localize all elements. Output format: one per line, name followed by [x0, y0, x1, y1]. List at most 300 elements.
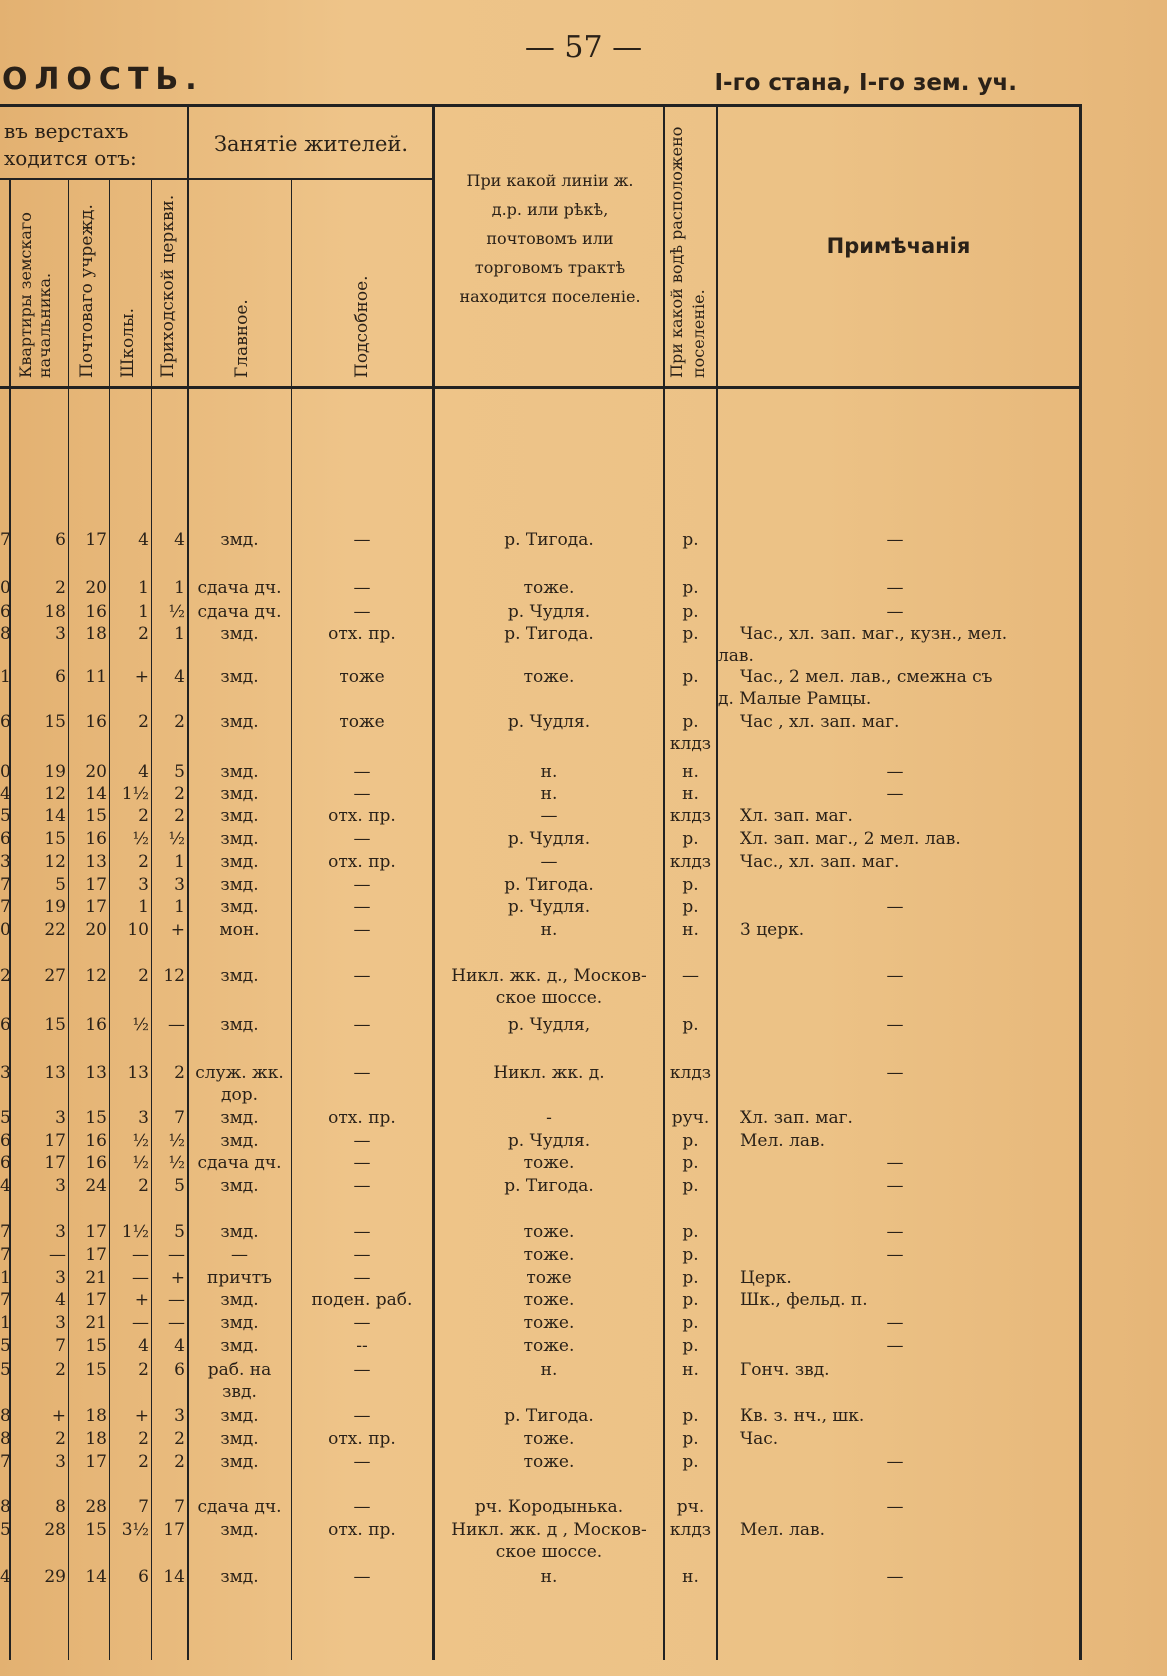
- cell-b: 3: [55, 624, 66, 644]
- cell-b: +: [51, 1406, 66, 1426]
- cell-e: 2: [174, 1452, 185, 1472]
- cell-b: 12: [44, 852, 66, 872]
- cell-i: р.: [682, 1176, 699, 1196]
- cell-i: р.: [682, 667, 699, 687]
- cell-d: 2: [138, 852, 149, 872]
- cell-e: 5: [174, 762, 185, 782]
- cell-c: 16: [85, 602, 107, 622]
- cell-f: змд.: [220, 806, 259, 826]
- cell-i: р.: [682, 1313, 699, 1333]
- cell-c: 20: [85, 920, 107, 940]
- cell-g: —: [353, 784, 371, 804]
- cell-g: —: [353, 1313, 371, 1333]
- cell-i: р.: [682, 1131, 699, 1151]
- page-number: — 57 —: [524, 30, 643, 65]
- cell-e: 2: [174, 784, 185, 804]
- cell-e: —: [168, 1015, 185, 1035]
- cell-a: 6: [0, 712, 11, 732]
- cell-f: змд.: [220, 1429, 259, 1449]
- cell-g: —: [353, 1245, 371, 1265]
- school-header: Школы.: [118, 308, 138, 378]
- distance-group-rule: [0, 178, 187, 180]
- cell-c: 21: [85, 1268, 107, 1288]
- cell-e: 2: [174, 712, 185, 732]
- cell-c: 15: [85, 1336, 107, 1356]
- cell-g: —: [353, 829, 371, 849]
- cell-f: змд.: [220, 1452, 259, 1472]
- cell-i: р.: [682, 1268, 699, 1288]
- cell-f: змд.: [220, 1336, 259, 1356]
- cell-b: 2: [55, 578, 66, 598]
- cell-a: 7: [0, 1245, 11, 1265]
- cell-j: 3 церк.: [740, 920, 805, 940]
- cell-j: Час.: [740, 1429, 779, 1449]
- cell-d: 2: [138, 806, 149, 826]
- cell-j: —: [886, 1336, 904, 1356]
- cell-b: —: [49, 1245, 66, 1265]
- cell-d: 10: [127, 920, 149, 940]
- cell-c: 15: [85, 1360, 107, 1380]
- cell-h: тоже.: [523, 1452, 575, 1472]
- cell-b: 15: [44, 1015, 66, 1035]
- cell-f: змд.: [220, 1567, 259, 1587]
- cell-c: 17: [85, 1290, 107, 1310]
- cell-h: тоже.: [523, 1222, 575, 1242]
- cell-j-cont: д. Малые Рамцы.: [718, 689, 872, 709]
- cell-g: —: [353, 1268, 371, 1288]
- cell-b: 6: [55, 667, 66, 687]
- cell-a: 1: [0, 667, 11, 687]
- cell-b: 13: [44, 1063, 66, 1083]
- cell-d: 1: [138, 578, 149, 598]
- cell-d: ½: [132, 1015, 149, 1035]
- cell-d: 2: [138, 966, 149, 986]
- cell-b: 18: [44, 602, 66, 622]
- cell-i: р.: [682, 712, 699, 732]
- cell-j: Церк.: [740, 1268, 792, 1288]
- cell-c: 24: [85, 1176, 107, 1196]
- cell-f: змд.: [220, 667, 259, 687]
- water-header: При какой водѣ расположено поселеніе.: [667, 126, 708, 378]
- cell-e: 1: [174, 897, 185, 917]
- cell-g: —: [353, 1406, 371, 1426]
- cell-d: ½: [132, 1131, 149, 1151]
- aux-header: Подсобное.: [352, 275, 372, 378]
- cell-j: —: [886, 578, 904, 598]
- cell-d: 3½: [121, 1520, 149, 1540]
- cell-d: 2: [138, 1452, 149, 1472]
- cell-i-cont: клдз: [669, 734, 712, 754]
- cell-b: 27: [44, 966, 66, 986]
- cell-b: 14: [44, 806, 66, 826]
- cell-i: р.: [682, 530, 699, 550]
- cell-c: 18: [85, 624, 107, 644]
- cell-j: Хл. зап. маг.: [740, 1108, 853, 1128]
- cell-i: р.: [682, 1406, 699, 1426]
- cell-a: 7: [0, 530, 11, 550]
- cell-g: —: [353, 966, 371, 986]
- cell-c: 16: [85, 1153, 107, 1173]
- cell-h: Никл. жк. д., Москов-: [451, 966, 647, 986]
- cell-i: р.: [682, 578, 699, 598]
- cell-i: р.: [682, 624, 699, 644]
- cell-h: р. Чудля.: [507, 1131, 591, 1151]
- cell-g: —: [353, 762, 371, 782]
- cell-b: 4: [55, 1290, 66, 1310]
- cell-i: н.: [682, 920, 699, 940]
- cell-g: —: [353, 1222, 371, 1242]
- cell-i: р.: [682, 1222, 699, 1242]
- cell-c: 13: [85, 852, 107, 872]
- cell-f: змд.: [220, 762, 259, 782]
- cell-d: 7: [138, 1497, 149, 1517]
- cell-d: 13: [127, 1063, 149, 1083]
- cell-c: 14: [85, 1567, 107, 1587]
- cell-b: 3: [55, 1268, 66, 1288]
- cell-i: рч.: [676, 1497, 705, 1517]
- zemsky-header: Квартиры земскаго начальника.: [16, 212, 54, 378]
- cell-h: н.: [540, 784, 558, 804]
- cell-a: 7: [0, 1290, 11, 1310]
- cell-d: 1: [138, 897, 149, 917]
- cell-c: 14: [85, 784, 107, 804]
- cell-h: тоже.: [523, 1245, 575, 1265]
- cell-b: 29: [44, 1567, 66, 1587]
- cell-e: 7: [174, 1497, 185, 1517]
- cell-c: 12: [85, 966, 107, 986]
- cell-j: Час , хл. зап. маг.: [740, 712, 900, 732]
- cell-e: +: [170, 1268, 185, 1288]
- cell-a: 6: [0, 829, 11, 849]
- cell-b: 17: [44, 1131, 66, 1151]
- cell-h: р. Чудля,: [507, 1015, 591, 1035]
- top-rule: [0, 104, 1082, 107]
- cell-h: р. Чудля.: [507, 829, 591, 849]
- cell-b: 7: [55, 1336, 66, 1356]
- church-header: Приходской церкви.: [158, 194, 178, 378]
- cell-b: 3: [55, 1176, 66, 1196]
- cell-b: 5: [55, 875, 66, 895]
- line-header: При какой линіи ж. д.р. или рѣкѣ, почтовомъ или торговомъ трактѣ находится поселеніе.: [459, 171, 641, 306]
- cell-b: 3: [55, 1313, 66, 1333]
- cell-c: 28: [85, 1497, 107, 1517]
- cell-f: змд.: [220, 1313, 259, 1333]
- cell-f: змд.: [220, 852, 259, 872]
- cell-b: 2: [55, 1360, 66, 1380]
- cell-d: 1: [138, 602, 149, 622]
- cell-e: 7: [174, 1108, 185, 1128]
- cell-j-cont: лав.: [718, 646, 754, 666]
- cell-g: —: [353, 1360, 371, 1380]
- cell-d: 1½: [121, 784, 149, 804]
- notes-header: Примѣчанія: [826, 234, 971, 258]
- cell-e: 3: [174, 1406, 185, 1426]
- cell-a: 6: [0, 1153, 11, 1173]
- cell-a: 7: [0, 1452, 11, 1472]
- cell-g: тоже: [339, 712, 385, 732]
- cell-g: отх. пр.: [328, 624, 396, 644]
- cell-c: 20: [85, 578, 107, 598]
- cell-i: клдз: [669, 806, 712, 826]
- cell-i: н.: [682, 784, 699, 804]
- cell-b: 3: [55, 1108, 66, 1128]
- cell-h: тоже.: [523, 1429, 575, 1449]
- cell-h: —: [540, 852, 558, 872]
- cell-h: тоже.: [523, 667, 575, 687]
- cell-j: —: [886, 1567, 904, 1587]
- cell-a: 3: [0, 852, 11, 872]
- cell-i: р.: [682, 897, 699, 917]
- cell-e: —: [168, 1313, 185, 1333]
- cell-f: змд.: [220, 966, 259, 986]
- cell-j: Хл. зап. маг., 2 мел. лав.: [740, 829, 961, 849]
- cell-e: ½: [168, 829, 185, 849]
- cell-e: ½: [168, 1153, 185, 1173]
- cell-f: змд.: [220, 829, 259, 849]
- cell-c: 17: [85, 1245, 107, 1265]
- cell-d: 2: [138, 712, 149, 732]
- cell-a: 1: [0, 1268, 11, 1288]
- cell-e: 14: [163, 1567, 185, 1587]
- cell-j: Гонч. звд.: [740, 1360, 830, 1380]
- cell-i: клдз: [669, 1520, 712, 1540]
- cell-d: 1½: [121, 1222, 149, 1242]
- cell-j: Шк., фельд. п.: [740, 1290, 868, 1310]
- cell-d: ½: [132, 1153, 149, 1173]
- cell-a: 4: [0, 1567, 11, 1587]
- cell-c: 15: [85, 1108, 107, 1128]
- cell-g: —: [353, 920, 371, 940]
- cell-b: 2: [55, 1429, 66, 1449]
- cell-h-cont: ское шоссе.: [495, 1542, 603, 1562]
- cell-h-cont: ское шоссе.: [495, 988, 603, 1008]
- cell-j: —: [886, 602, 904, 622]
- cell-g: —: [353, 1015, 371, 1035]
- cell-g: —: [353, 1567, 371, 1587]
- cell-f: змд.: [220, 1176, 259, 1196]
- cell-j: —: [886, 966, 904, 986]
- cell-c: 16: [85, 712, 107, 732]
- cell-b: 28: [44, 1520, 66, 1540]
- cell-g: —: [353, 578, 371, 598]
- cell-j: —: [886, 1015, 904, 1035]
- cell-a: 7: [0, 1222, 11, 1242]
- cell-i: р.: [682, 1153, 699, 1173]
- cell-a: 2: [0, 966, 11, 986]
- cell-c: 17: [85, 875, 107, 895]
- cell-f: змд.: [220, 1015, 259, 1035]
- cell-h: н.: [540, 1567, 558, 1587]
- cell-h: н.: [540, 762, 558, 782]
- cell-f: сдача дч.: [197, 1497, 282, 1517]
- cell-f: змд.: [220, 897, 259, 917]
- cell-d: ½: [132, 829, 149, 849]
- cell-a: 0: [0, 762, 11, 782]
- cell-i: р.: [682, 1336, 699, 1356]
- cell-h: р. Тигода.: [504, 624, 594, 644]
- cell-j: Мел. лав.: [740, 1520, 825, 1540]
- cell-g: —: [353, 1063, 371, 1083]
- cell-d: 2: [138, 1176, 149, 1196]
- cell-g: —: [353, 530, 371, 550]
- cell-i: клдз: [669, 852, 712, 872]
- cell-e: 4: [174, 667, 185, 687]
- cell-f: сдача дч.: [197, 578, 282, 598]
- section-title: ОЛОСТЬ.: [2, 62, 204, 97]
- cell-h: -: [546, 1108, 552, 1128]
- cell-h: р. Тигода.: [504, 1176, 594, 1196]
- cell-f: змд.: [220, 875, 259, 895]
- cell-b: 12: [44, 784, 66, 804]
- cell-e: 5: [174, 1222, 185, 1242]
- cell-f: змд.: [220, 1520, 259, 1540]
- cell-c: 21: [85, 1313, 107, 1333]
- cell-f: змд.: [220, 530, 259, 550]
- cell-f: раб. на: [207, 1360, 272, 1380]
- cell-a: 8: [0, 624, 11, 644]
- cell-a: 8: [0, 1497, 11, 1517]
- cell-b: 22: [44, 920, 66, 940]
- cell-h: р. Тигода.: [504, 530, 594, 550]
- cell-i: н.: [682, 1567, 699, 1587]
- cell-e: ½: [168, 602, 185, 622]
- cell-f: змд.: [220, 784, 259, 804]
- cell-j: Кв. з. нч., шк.: [740, 1406, 865, 1426]
- cell-i: —: [682, 966, 699, 986]
- cell-h: тоже.: [523, 1290, 575, 1310]
- cell-c: 16: [85, 1131, 107, 1151]
- cell-d: —: [132, 1268, 149, 1288]
- cell-d: +: [134, 1406, 149, 1426]
- cell-g: —: [353, 875, 371, 895]
- cell-f: служ. жк.: [195, 1063, 284, 1083]
- cell-d: +: [134, 667, 149, 687]
- cell-a: 5: [0, 1108, 11, 1128]
- cell-c: 17: [85, 897, 107, 917]
- cell-a: 0: [0, 578, 11, 598]
- cell-h: н.: [540, 1360, 558, 1380]
- cell-h: р. Тигода.: [504, 1406, 594, 1426]
- cell-c: 16: [85, 829, 107, 849]
- cell-d: 3: [138, 875, 149, 895]
- cell-f: змд.: [220, 712, 259, 732]
- occupation-header: Занятіе жителей.: [213, 132, 409, 156]
- cell-e: 4: [174, 530, 185, 550]
- distance-group-header: въ верстахъ ходится отъ:: [4, 119, 137, 170]
- cell-a: 7: [0, 875, 11, 895]
- cell-g: —: [353, 602, 371, 622]
- cell-j: —: [886, 1497, 904, 1517]
- cell-d: 2: [138, 1429, 149, 1449]
- cell-f: мон.: [219, 920, 260, 940]
- cell-j: —: [886, 1222, 904, 1242]
- cell-d: 3: [138, 1108, 149, 1128]
- cell-c: 18: [85, 1406, 107, 1426]
- cell-c: 17: [85, 1222, 107, 1242]
- cell-e: 1: [174, 624, 185, 644]
- header-bottom-rule: [0, 386, 1082, 389]
- cell-g: —: [353, 1497, 371, 1517]
- cell-e: 6: [174, 1360, 185, 1380]
- cell-h: тоже.: [523, 1313, 575, 1333]
- cell-i: р.: [682, 829, 699, 849]
- cell-j: Час., хл. зап. маг.: [740, 852, 900, 872]
- cell-h: р. Чудля.: [507, 712, 591, 732]
- cell-f: сдача дч.: [197, 602, 282, 622]
- cell-d: +: [134, 1290, 149, 1310]
- cell-d: 4: [138, 1336, 149, 1356]
- cell-e: 2: [174, 1063, 185, 1083]
- cell-g: —: [353, 1176, 371, 1196]
- cell-j: —: [886, 897, 904, 917]
- cell-d: —: [132, 1245, 149, 1265]
- cell-j: Хл. зап. маг.: [740, 806, 853, 826]
- cell-b: 15: [44, 712, 66, 732]
- cell-h: н.: [540, 920, 558, 940]
- cell-e: 12: [163, 966, 185, 986]
- cell-b: 3: [55, 1452, 66, 1472]
- cell-d: —: [132, 1313, 149, 1333]
- cell-i: клдз: [669, 1063, 712, 1083]
- cell-f-cont: звд.: [222, 1382, 257, 1402]
- cell-e: 1: [174, 852, 185, 872]
- cell-i: н.: [682, 762, 699, 782]
- cell-a: 5: [0, 1360, 11, 1380]
- cell-h: —: [540, 806, 558, 826]
- cell-g: отх. пр.: [328, 852, 396, 872]
- cell-b: 6: [55, 530, 66, 550]
- cell-i: р.: [682, 1452, 699, 1472]
- cell-g: отх. пр.: [328, 1520, 396, 1540]
- cell-c: 13: [85, 1063, 107, 1083]
- cell-i: р.: [682, 1290, 699, 1310]
- cell-i: р.: [682, 1015, 699, 1035]
- cell-d: 2: [138, 1360, 149, 1380]
- cell-a: 8: [0, 1406, 11, 1426]
- cell-e: 5: [174, 1176, 185, 1196]
- cell-h: Никл. жк. д , Москов-: [451, 1520, 647, 1540]
- district-title: I-го стана, I-го зем. уч.: [714, 70, 1017, 96]
- cell-i: р.: [682, 875, 699, 895]
- cell-h: тоже: [526, 1268, 572, 1288]
- cell-e: +: [170, 920, 185, 940]
- cell-j: Час., 2 мел. лав., смежна съ: [740, 667, 993, 687]
- cell-a: 6: [0, 1131, 11, 1151]
- cell-b: 8: [55, 1497, 66, 1517]
- cell-h: р. Чудля.: [507, 897, 591, 917]
- cell-c: 15: [85, 1520, 107, 1540]
- main-header: Главное.: [232, 299, 252, 378]
- cell-j: —: [886, 1153, 904, 1173]
- cell-b: 17: [44, 1153, 66, 1173]
- cell-b: 19: [44, 762, 66, 782]
- cell-j: —: [886, 1245, 904, 1265]
- cell-e: 4: [174, 1336, 185, 1356]
- cell-j: —: [886, 784, 904, 804]
- cell-e: 1: [174, 578, 185, 598]
- cell-e: ½: [168, 1131, 185, 1151]
- cell-c: 15: [85, 806, 107, 826]
- cell-a: 3: [0, 1063, 11, 1083]
- cell-h: тоже.: [523, 578, 575, 598]
- cell-a: 1: [0, 1313, 11, 1333]
- cell-h: Никл. жк. д.: [493, 1063, 605, 1083]
- cell-f-cont: дор.: [221, 1085, 258, 1105]
- cell-a: 8: [0, 1429, 11, 1449]
- cell-d: 2: [138, 624, 149, 644]
- cell-f: змд.: [220, 1406, 259, 1426]
- cell-a: 5: [0, 806, 11, 826]
